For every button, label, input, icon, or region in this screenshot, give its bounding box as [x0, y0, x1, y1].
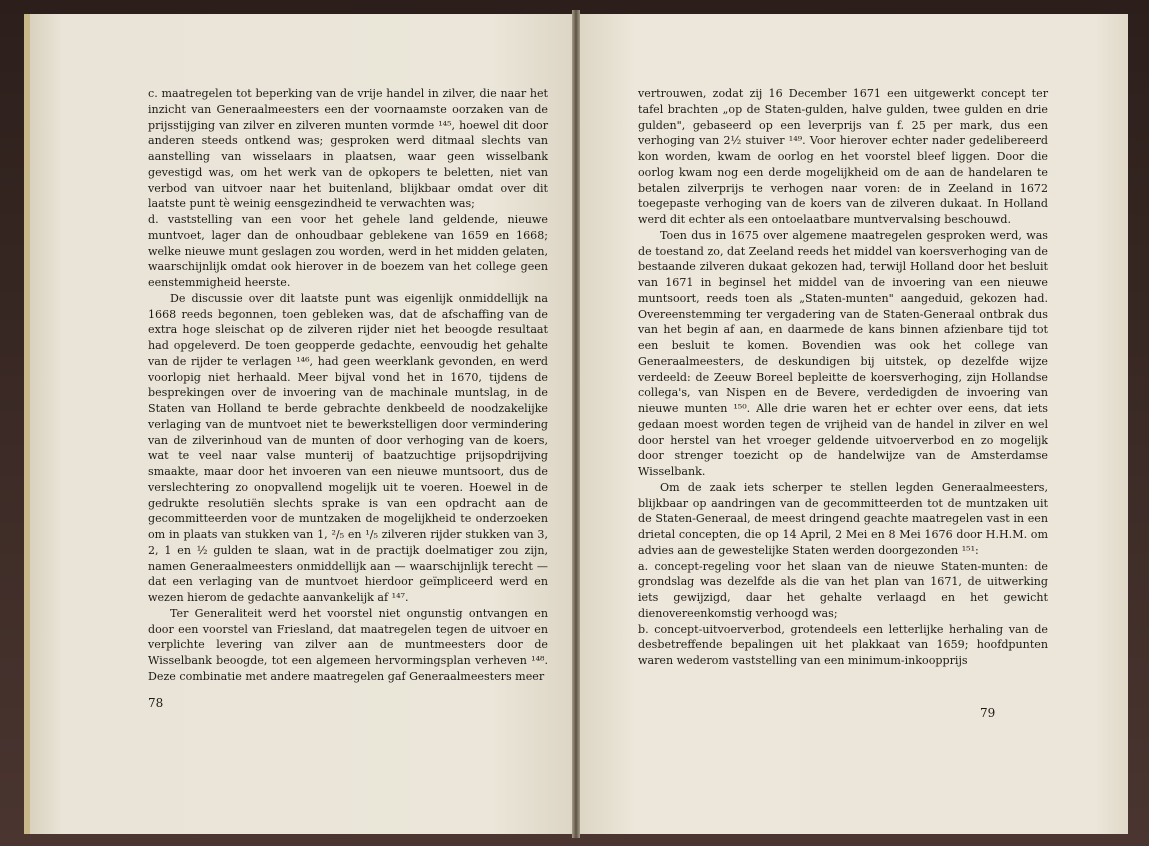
page-number: 78 [148, 696, 164, 710]
left-page-text [148, 86, 548, 685]
paragraph: De discussie over dit laatste punt was eigenlijk onmiddellijk na 1668 reeds begonnen, toen gebleken was, dat de afschaffing van de extra hoge sleischat op de zilveren rijder niet het beoogde resultaat had opgeleverd. De toen geopperde gedachte, eenvoudig het gehalte van de rijder te verlagen ¹⁴⁶, had geen weerklank gevonden, en werd voorlopig niet herhaald. Meer bijval vond het in 1670, tijdens de besprekingen over de invoering van de machinale muntslag, in de Staten van Holland te berde gebrachte denkbeeld de noodzakelijke verlaging van de muntvoet niet te bewerkstelligen door vermindering van de zilverinhoud van de munten of door verhoging van de koers, wat te veel naar valse munterij of baatzuchtige prijsopdrijving smaakte, maar door het invoeren van een nieuwe muntsoort, dus de verslechtering zo onopvallend mogelijk uit te voeren. Hoewel in de gedrukte resolutiën slechts sprake is van een opdracht aan de gecommitteerden voor de muntzaken de mogelijkheid te onderzoeken om in plaats van stukken van 1, ²/₅ en ¹/₅ zilveren rijder stukken van 3, 2, 1 en ½ gulden te slaan, wat in de practijk doelmatiger zou zijn, namen Generaalmeesters onmiddellijk aan — waarschijnlijk terecht — dat een verlaging van de muntvoet hierdoor geïmpliceerd werd en wezen hierom de gedachte aanvankelijk af ¹⁴⁷. [148, 291, 548, 604]
right-page [580, 14, 1128, 834]
paragraph: a. concept-regeling voor het slaan van de nieuwe Staten-munten: de grondslag was dezelfde als die van het plan van 1671, de uitwerking iets gewijzigd, daar het gehalte verlaagd en het gewicht dienovereenkomstig verhoogd was; [638, 559, 1048, 620]
paragraph: vertrouwen, zodat zij 16 December 1671 een uitgewerkt concept ter tafel brachten „op de Staten-gulden, halve gulden, twee gulden en drie gulden", gebaseerd op een leverprijs van f. 25 per mark, dus een verhoging van 2½ stuiver ¹⁴⁹. Voor hierover echter nader gedelibereerd kon worden, kwam de oorlog en het voorstel bleef liggen. Door die oorlog kwam nog een derde mogelijkheid om de aan de handelaren te betalen zilverprijs te verhogen naar voren: de in Zeeland in 1672 toegepaste verhoging van de koers van de zilveren dukaat. In Holland werd dit echter als een ontoelaatbare muntvervalsing beschouwd. [638, 87, 1048, 226]
paragraph: Ter Generaliteit werd het voorstel niet ongunstig ontvangen en door een voorstel van Friesland, dat maatregelen tegen de uitvoer en verplichte levering van zilver aan de muntmeesters door de Wisselbank beoogde, tot een algemeen hervormingsplan verheven ¹⁴⁸. Deze combinatie met andere maatregelen gaf Generaalmeesters meer [148, 606, 548, 683]
paragraph: d. vaststelling van een voor het gehele land geldende, nieuwe muntvoet, lager dan de onhoudbaar geblekene van 1659 en 1668; welke nieuwe munt geslagen zou worden, werd in het midden gelaten, waarschijnlijk omdat ook hierover in de boezem van het college geen eenstemmigheid heerste. [148, 213, 548, 289]
page-number: 79 [980, 706, 996, 720]
paragraph: Toen dus in 1675 over algemene maatregelen gesproken werd, was de toestand zo, dat Zeeland reeds het middel van koersverhoging van de bestaande zilveren dukaat gekozen had, terwijl Holland door het besluit van 1671 in beginsel het middel van de invoering van een nieuwe muntsoort, reeds toen als „Staten-munten" aangeduid, gekozen had. Overeenstemming ter vergadering van de Staten-Generaal ontbrak dus van het begin af aan, en daarmede de kans binnen afzienbare tijd tot een besluit te komen. Bovendien was ook het college van Generaalmeesters, de deskundigen bij uitstek, op dezelfde wijze verdeeld: de Zeeuw Boreel bepleitte de koersverhoging, zijn Hollandse collega's, van Nispen en de Bevere, verdedigden de invoering van nieuwe munten ¹⁵⁰. Alle drie waren het er echter over eens, dat iets gedaan moest worden tegen de vrijheid van de handel in zilver en wel door herstel van het vroeger geldende uitvoerverbod en zo mogelijk door strenger toezicht op de handelwijze van de Amsterdamse Wisselbank. [638, 228, 1048, 478]
book-gutter [572, 10, 580, 838]
left-page [24, 14, 572, 834]
paragraph: c. maatregelen tot beperking van de vrije handel in zilver, die naar het inzicht van Generaalmeesters een der voornaamste oorzaken van de prijsstijging van zilver en zilveren munten vormde ¹⁴⁵, hoewel dit door anderen steeds ontkend was; gesproken werd ditmaal slechts van aanstelling van wisselaars in plaatsen, waar geen wisselbank gevestigd was, om het werk van de opkopers te beletten, niet van verbod van uitvoer naar het buitenland, blijkbaar omdat over dit laatste punt tè weinig eensgezindheid te verwachten was; [148, 87, 548, 211]
right-page-text [638, 86, 1048, 669]
paragraph: Om de zaak iets scherper te stellen legden Generaalmeesters, blijkbaar op aandringen van de gecommitteerden tot de muntzaken uit de Staten-Generaal, de meest dringend geachte maatregelen vast in een drietal concepten, die op 14 April, 2 Mei en 8 Mei 1676 door H.H.M. om advies aan de gewestelijke Staten werden doorgezonden ¹⁵¹: [638, 480, 1048, 557]
paragraph: b. concept-uitvoerverbod, grotendeels een letterlijke herhaling van de desbetreffende bepalingen uit het plakkaat van 1659; hoofdpunten waren wederom vaststelling van een minimum-inkoopprijs [638, 622, 1048, 667]
